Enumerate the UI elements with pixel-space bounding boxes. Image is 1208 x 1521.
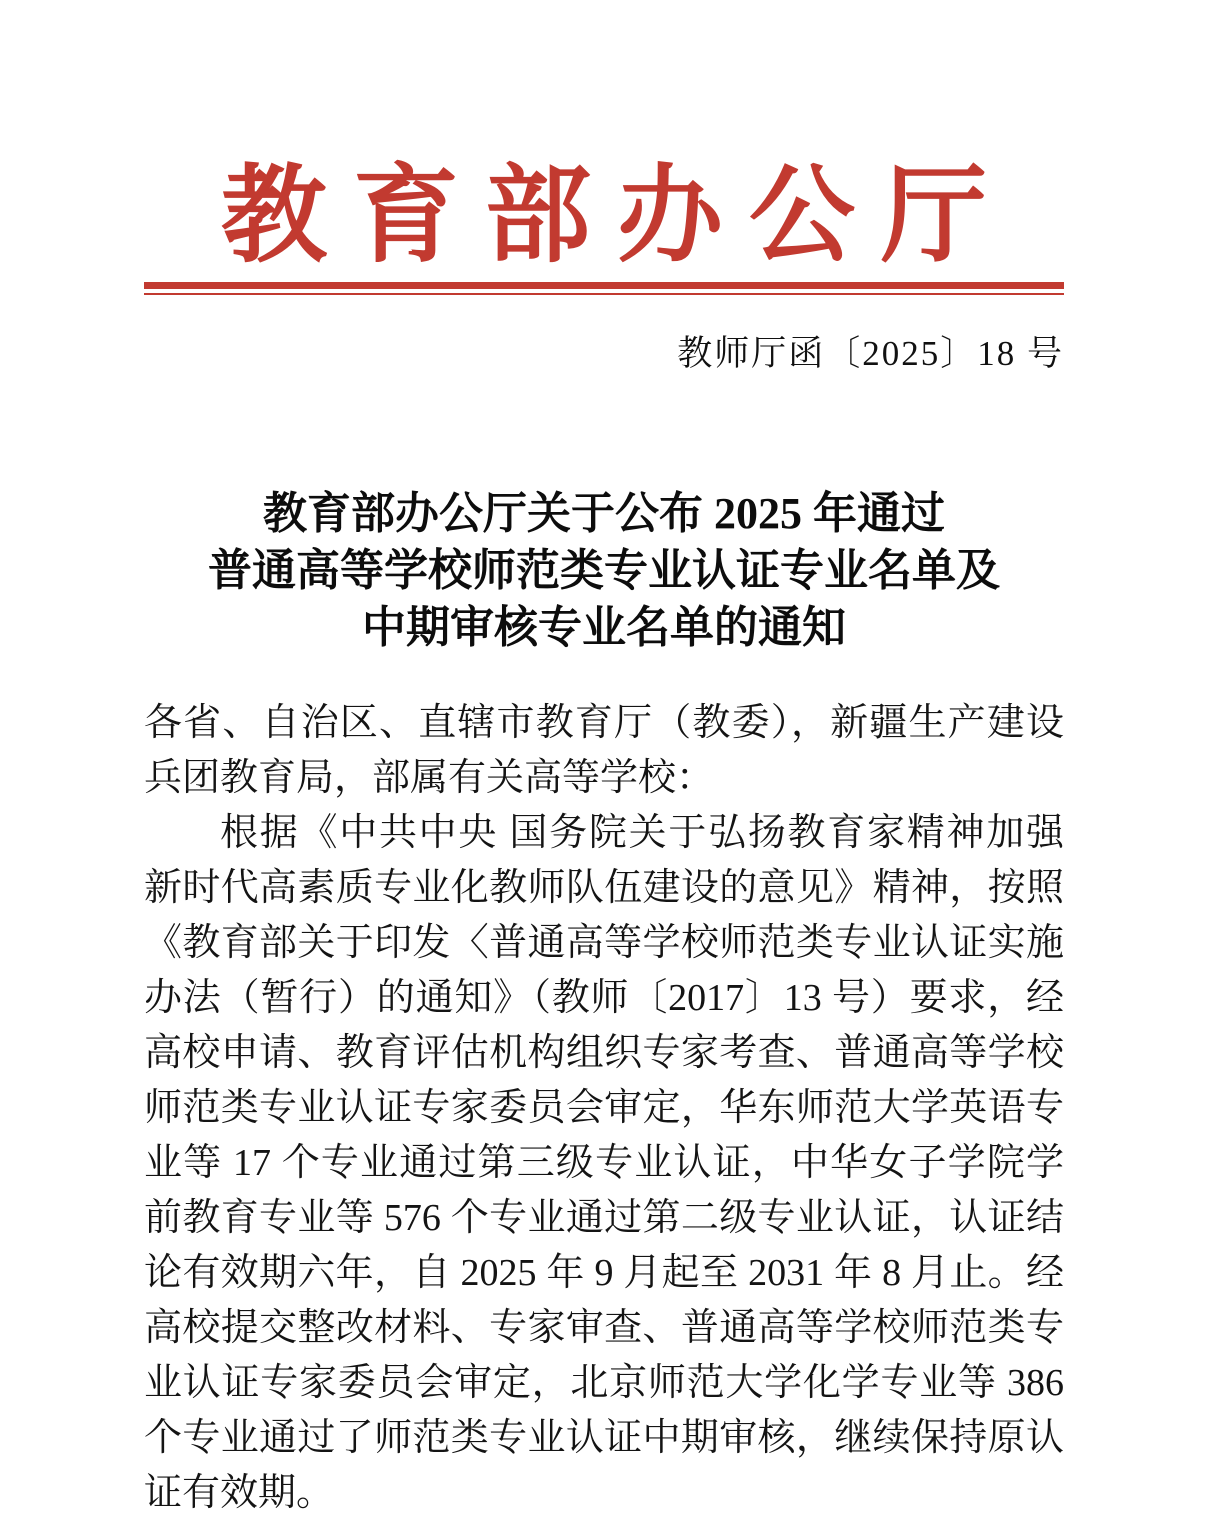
- divider-thin-line: [144, 293, 1064, 295]
- letterhead-divider: [144, 282, 1064, 295]
- notice-title-line: 中期审核专业名单的通知: [362, 603, 846, 653]
- document-number: 教师厅函〔2025〕18 号: [677, 334, 1064, 374]
- divider-thick-line: [144, 282, 1064, 289]
- body-paragraph: 根据《中共中央 国务院关于弘扬教育家精神加强新时代高素质专业化教师队伍建设的意见》精神，按照《教育部关于印发〈普通高等学校师范类专业认证实施办法（暂行）的通知》（教师〔2017〕13 号）要求，经高校申请、教育评估机构组织专家考查、普通高等学校师范类专业认证专家委员会审定，华东师范大学英语专业等 17 个专业通过第三级专业认证，中华女子学院学前教育专业等 576 个专业通过第二级专业认证，认证结论有效期六年，自 2025 年 9 月起至 2031 年 8 月止。经高校提交整改材料、专家审查、普通高等学校师范类专业认证专家委员会审定，北京师范大学化学专业等 386 个专业通过了师范类专业认证中期审核，继续保持原认证有效期。: [144, 812, 1064, 1515]
- notice-title-line: 普通高等学校师范类专业认证专业名单及: [208, 546, 1000, 596]
- letterhead: [0, 0, 1208, 275]
- letterhead-title: 教育部办公厅: [221, 158, 1013, 275]
- notice-title: [144, 485, 1064, 656]
- notice-body: [144, 696, 1064, 1521]
- salutation-paragraph: 各省、自治区、直辖市教育厅（教委），新疆生产建设兵团教育局，部属有关高等学校：: [144, 702, 1064, 800]
- notice-title-line: 教育部办公厅关于公布 2025 年通过: [263, 489, 945, 539]
